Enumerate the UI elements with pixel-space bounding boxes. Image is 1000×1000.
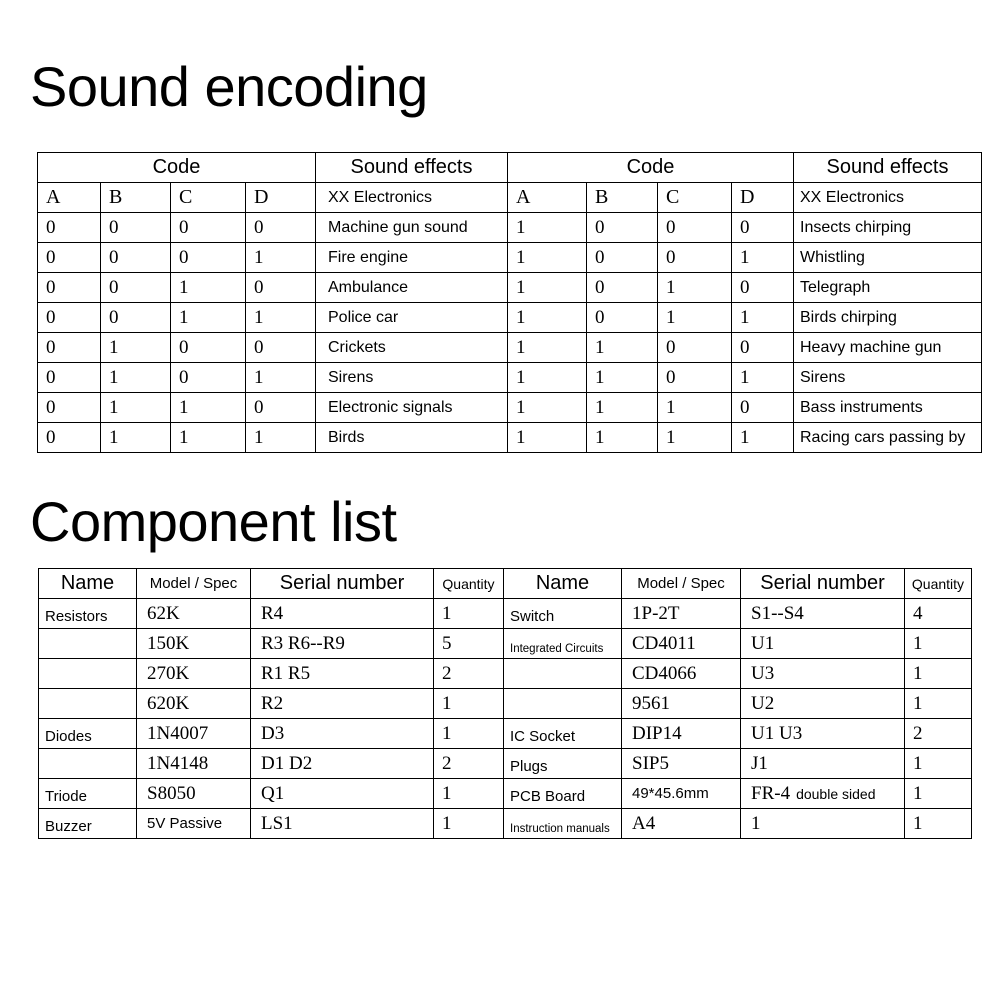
code-bit: 1 [171, 423, 246, 453]
quantity [905, 599, 972, 629]
component-name [504, 689, 622, 719]
quantity [434, 779, 504, 809]
code-bit: 0 [732, 393, 794, 423]
table-row [39, 719, 972, 749]
sound-effect: Bass instruments [794, 393, 982, 423]
model-spec-text: 62K [147, 602, 180, 624]
serial-number-text: 1 [751, 812, 761, 834]
code-bit: 0 [171, 363, 246, 393]
code-bit: 0 [658, 213, 732, 243]
code-bit: 1 [101, 393, 171, 423]
code-bit: 0 [171, 243, 246, 273]
table-row [38, 273, 982, 303]
quantity [434, 809, 504, 839]
code-bit: 1 [587, 423, 658, 453]
code-bit: 1 [587, 393, 658, 423]
table-row [38, 213, 982, 243]
table-row [38, 303, 982, 333]
component-name-text: Resistors [45, 608, 108, 625]
component-name [504, 629, 622, 659]
code-bit: 1 [508, 423, 587, 453]
code-bit: 0 [732, 213, 794, 243]
model-spec-text: CD4066 [632, 662, 697, 684]
code-bit: 0 [171, 333, 246, 363]
col-a: A [508, 183, 587, 213]
model-spec-text: CD4011 [632, 632, 696, 654]
component-name-text: Instruction manuals [510, 823, 610, 835]
code-bit: 0 [658, 363, 732, 393]
code-bit: 1 [508, 333, 587, 363]
code-header: Code [508, 153, 794, 183]
quantity [905, 779, 972, 809]
serial-number-text: U1 [751, 632, 775, 654]
sound-effect: Telegraph [794, 273, 982, 303]
code-bit: 0 [101, 273, 171, 303]
code-bit: 0 [171, 213, 246, 243]
code-bit: 1 [246, 423, 316, 453]
code-bit: 1 [171, 273, 246, 303]
code-bit: 1 [732, 303, 794, 333]
model-spec [622, 809, 741, 839]
quantity [905, 629, 972, 659]
quantity [434, 719, 504, 749]
component-name [39, 659, 137, 689]
sound-effects-header: Sound effects [794, 153, 982, 183]
serial-header: Serial number [741, 569, 905, 599]
component-name-text: Switch [510, 608, 555, 625]
quantity-text: 2 [442, 662, 452, 684]
code-bit: 0 [38, 273, 101, 303]
table-row [38, 393, 982, 423]
model-spec-text: 1N4007 [147, 722, 209, 744]
sound-effect: Heavy machine gun [794, 333, 982, 363]
code-bit: 1 [101, 423, 171, 453]
sound-effect: Birds chirping [794, 303, 982, 333]
model-spec [137, 779, 251, 809]
col-d: D [246, 183, 316, 213]
quantity [434, 749, 504, 779]
code-bit: 1 [508, 243, 587, 273]
component-name-text: Diodes [45, 728, 92, 745]
model-spec [622, 779, 741, 809]
serial-number-text: R4 [261, 602, 284, 624]
serial-number [741, 689, 905, 719]
serial-number-text: LS1 [261, 812, 293, 834]
quantity-text: 2 [442, 752, 452, 774]
code-bit: 0 [38, 303, 101, 333]
sound-effect: Machine gun sound [316, 213, 508, 243]
code-bit: 1 [508, 273, 587, 303]
quantity [905, 809, 972, 839]
table-row [39, 629, 972, 659]
serial-number [741, 659, 905, 689]
serial-number [251, 719, 434, 749]
component-name [39, 719, 137, 749]
quantity-text: 1 [913, 632, 923, 654]
code-bit: 0 [732, 273, 794, 303]
sound-effect: Fire engine [316, 243, 508, 273]
quantity-text: 1 [913, 662, 923, 684]
code-bit: 1 [171, 393, 246, 423]
sound-effect: Racing cars passing by [794, 423, 982, 453]
col-b: B [101, 183, 171, 213]
component-name [39, 599, 137, 629]
table-row [39, 659, 972, 689]
code-bit: 0 [101, 213, 171, 243]
code-bit: 1 [246, 303, 316, 333]
serial-number [251, 779, 434, 809]
component-list-table [38, 568, 972, 839]
serial-number [741, 779, 905, 809]
serial-number-text: U3 [751, 662, 775, 684]
serial-number-text: R2 [261, 692, 284, 714]
code-bit: 1 [508, 303, 587, 333]
col-effect-label: XX Electronics [316, 183, 508, 213]
serial-number [741, 629, 905, 659]
code-bit: 1 [658, 393, 732, 423]
encoding-header-row [38, 153, 982, 183]
code-bit: 1 [171, 303, 246, 333]
serial-number [741, 749, 905, 779]
component-list-title: Component list [30, 490, 397, 553]
code-bit: 0 [101, 243, 171, 273]
code-bit: 0 [658, 333, 732, 363]
code-bit: 1 [508, 393, 587, 423]
quantity-header: Quantity [905, 569, 972, 599]
code-bit: 1 [732, 423, 794, 453]
quantity [905, 689, 972, 719]
code-bit: 0 [101, 303, 171, 333]
quantity-header: Quantity [434, 569, 504, 599]
code-bit: 0 [246, 213, 316, 243]
serial-number [251, 599, 434, 629]
serial-number-text: U2 [751, 692, 775, 714]
serial-header: Serial number [251, 569, 434, 599]
code-bit: 0 [246, 273, 316, 303]
serial-number-text: FR-4 [751, 782, 791, 804]
table-row [38, 423, 982, 453]
serial-number-text: U1 U3 [751, 722, 803, 744]
model-spec [137, 689, 251, 719]
quantity [434, 689, 504, 719]
model-spec-text: 150K [147, 632, 190, 654]
serial-number [251, 749, 434, 779]
code-bit: 1 [587, 363, 658, 393]
quantity-text: 1 [442, 692, 452, 714]
code-bit: 0 [38, 393, 101, 423]
code-bit: 0 [587, 243, 658, 273]
code-bit: 0 [658, 243, 732, 273]
model-spec [137, 629, 251, 659]
component-name [504, 809, 622, 839]
code-bit: 0 [587, 213, 658, 243]
name-header: Name [39, 569, 137, 599]
component-name-text: PCB Board [510, 788, 586, 805]
serial-number [251, 809, 434, 839]
fr4-note: double sided [796, 785, 876, 802]
sound-effect: Ambulance [316, 273, 508, 303]
code-bit: 1 [658, 273, 732, 303]
quantity [905, 749, 972, 779]
model-spec-text: S8050 [147, 782, 196, 804]
model-header: Model / Spec [137, 569, 251, 599]
quantity-text: 1 [442, 812, 452, 834]
sound-effect: Birds [316, 423, 508, 453]
serial-number [251, 629, 434, 659]
serial-number-text: D3 [261, 722, 285, 744]
code-header: Code [38, 153, 316, 183]
component-name-text: Buzzer [45, 818, 92, 835]
model-spec-text: 620K [147, 692, 190, 714]
quantity-text: 5 [442, 632, 452, 654]
code-bit: 0 [246, 333, 316, 363]
component-name-text: Triode [45, 788, 87, 805]
sound-effect: Crickets [316, 333, 508, 363]
serial-number [741, 599, 905, 629]
component-name [504, 719, 622, 749]
code-bit: 0 [38, 243, 101, 273]
component-name-text: IC Socket [510, 728, 576, 745]
model-header: Model / Spec [622, 569, 741, 599]
quantity-text: 1 [913, 752, 923, 774]
model-spec [622, 749, 741, 779]
serial-number [741, 809, 905, 839]
quantity-text: 1 [442, 602, 452, 624]
code-bit: 1 [732, 363, 794, 393]
quantity [905, 659, 972, 689]
model-spec-text: 1P-2T [632, 602, 680, 624]
model-spec [137, 659, 251, 689]
code-bit: 1 [101, 333, 171, 363]
component-name [504, 599, 622, 629]
sound-effect: Electronic signals [316, 393, 508, 423]
model-spec [622, 629, 741, 659]
encoding-subheader-row [38, 183, 982, 213]
code-bit: 0 [38, 213, 101, 243]
code-bit: 1 [508, 213, 587, 243]
code-bit: 1 [658, 423, 732, 453]
table-row [38, 363, 982, 393]
model-spec [622, 689, 741, 719]
model-spec-text: DIP14 [632, 722, 682, 744]
col-d: D [732, 183, 794, 213]
table-row [38, 243, 982, 273]
model-spec-text: 49*45.6mm [632, 785, 709, 802]
serial-number [251, 659, 434, 689]
component-name [504, 749, 622, 779]
col-c: C [658, 183, 732, 213]
code-bit: 1 [101, 363, 171, 393]
code-bit: 1 [658, 303, 732, 333]
quantity [434, 659, 504, 689]
code-bit: 0 [246, 393, 316, 423]
col-a: A [38, 183, 101, 213]
component-name [39, 629, 137, 659]
component-name [39, 749, 137, 779]
code-bit: 0 [38, 333, 101, 363]
model-spec-text: SIP5 [632, 752, 669, 774]
quantity [434, 629, 504, 659]
serial-number-text: S1--S4 [751, 602, 804, 624]
code-bit: 0 [587, 303, 658, 333]
quantity-text: 4 [913, 602, 923, 624]
model-spec [137, 809, 251, 839]
sound-encoding-title: Sound encoding [30, 55, 428, 118]
sound-effect: Police car [316, 303, 508, 333]
quantity-text: 1 [442, 782, 452, 804]
component-name-text: Plugs [510, 758, 548, 775]
col-effect-label: XX Electronics [794, 183, 982, 213]
quantity [905, 719, 972, 749]
sound-effect: Whistling [794, 243, 982, 273]
serial-number [741, 719, 905, 749]
serial-number-text: D1 D2 [261, 752, 313, 774]
table-row [38, 333, 982, 363]
model-spec-text: A4 [632, 812, 656, 834]
model-spec [622, 599, 741, 629]
component-name [39, 689, 137, 719]
quantity-text: 1 [913, 692, 923, 714]
quantity-text: 1 [913, 812, 923, 834]
sound-effects-header: Sound effects [316, 153, 508, 183]
component-name [504, 779, 622, 809]
model-spec-text: 1N4148 [147, 752, 209, 774]
code-bit: 0 [587, 273, 658, 303]
serial-number [251, 689, 434, 719]
model-spec-text: 270K [147, 662, 190, 684]
table-row [39, 809, 972, 839]
serial-number-text: J1 [751, 752, 768, 774]
model-spec [137, 599, 251, 629]
code-bit: 1 [508, 363, 587, 393]
table-row [39, 689, 972, 719]
code-bit: 0 [732, 333, 794, 363]
table-row [39, 779, 972, 809]
table-row [39, 749, 972, 779]
model-spec [622, 659, 741, 689]
code-bit: 1 [246, 243, 316, 273]
model-spec [137, 719, 251, 749]
code-bit: 0 [38, 423, 101, 453]
model-spec-text: 5V Passive [147, 815, 223, 832]
col-c: C [171, 183, 246, 213]
serial-number-text: R1 R5 [261, 662, 311, 684]
serial-number-text: R3 R6--R9 [261, 632, 345, 654]
quantity-text: 2 [913, 722, 923, 744]
component-name [39, 779, 137, 809]
code-bit: 0 [38, 363, 101, 393]
sound-effect: Insects chirping [794, 213, 982, 243]
sound-encoding-table [37, 152, 982, 453]
model-spec-text: 9561 [632, 692, 670, 714]
quantity-text: 1 [913, 782, 923, 804]
model-spec [137, 749, 251, 779]
quantity [434, 599, 504, 629]
table-row [39, 599, 972, 629]
name-header: Name [504, 569, 622, 599]
model-spec [622, 719, 741, 749]
serial-number-text: Q1 [261, 782, 285, 804]
code-bit: 1 [246, 363, 316, 393]
code-bit: 1 [587, 333, 658, 363]
code-bit: 1 [732, 243, 794, 273]
component-name-text: Integrated Circuits [510, 643, 604, 655]
sound-effect: Sirens [794, 363, 982, 393]
col-b: B [587, 183, 658, 213]
component-name [39, 809, 137, 839]
component-name [504, 659, 622, 689]
component-header-row [39, 569, 972, 599]
sound-effect: Sirens [316, 363, 508, 393]
quantity-text: 1 [442, 722, 452, 744]
